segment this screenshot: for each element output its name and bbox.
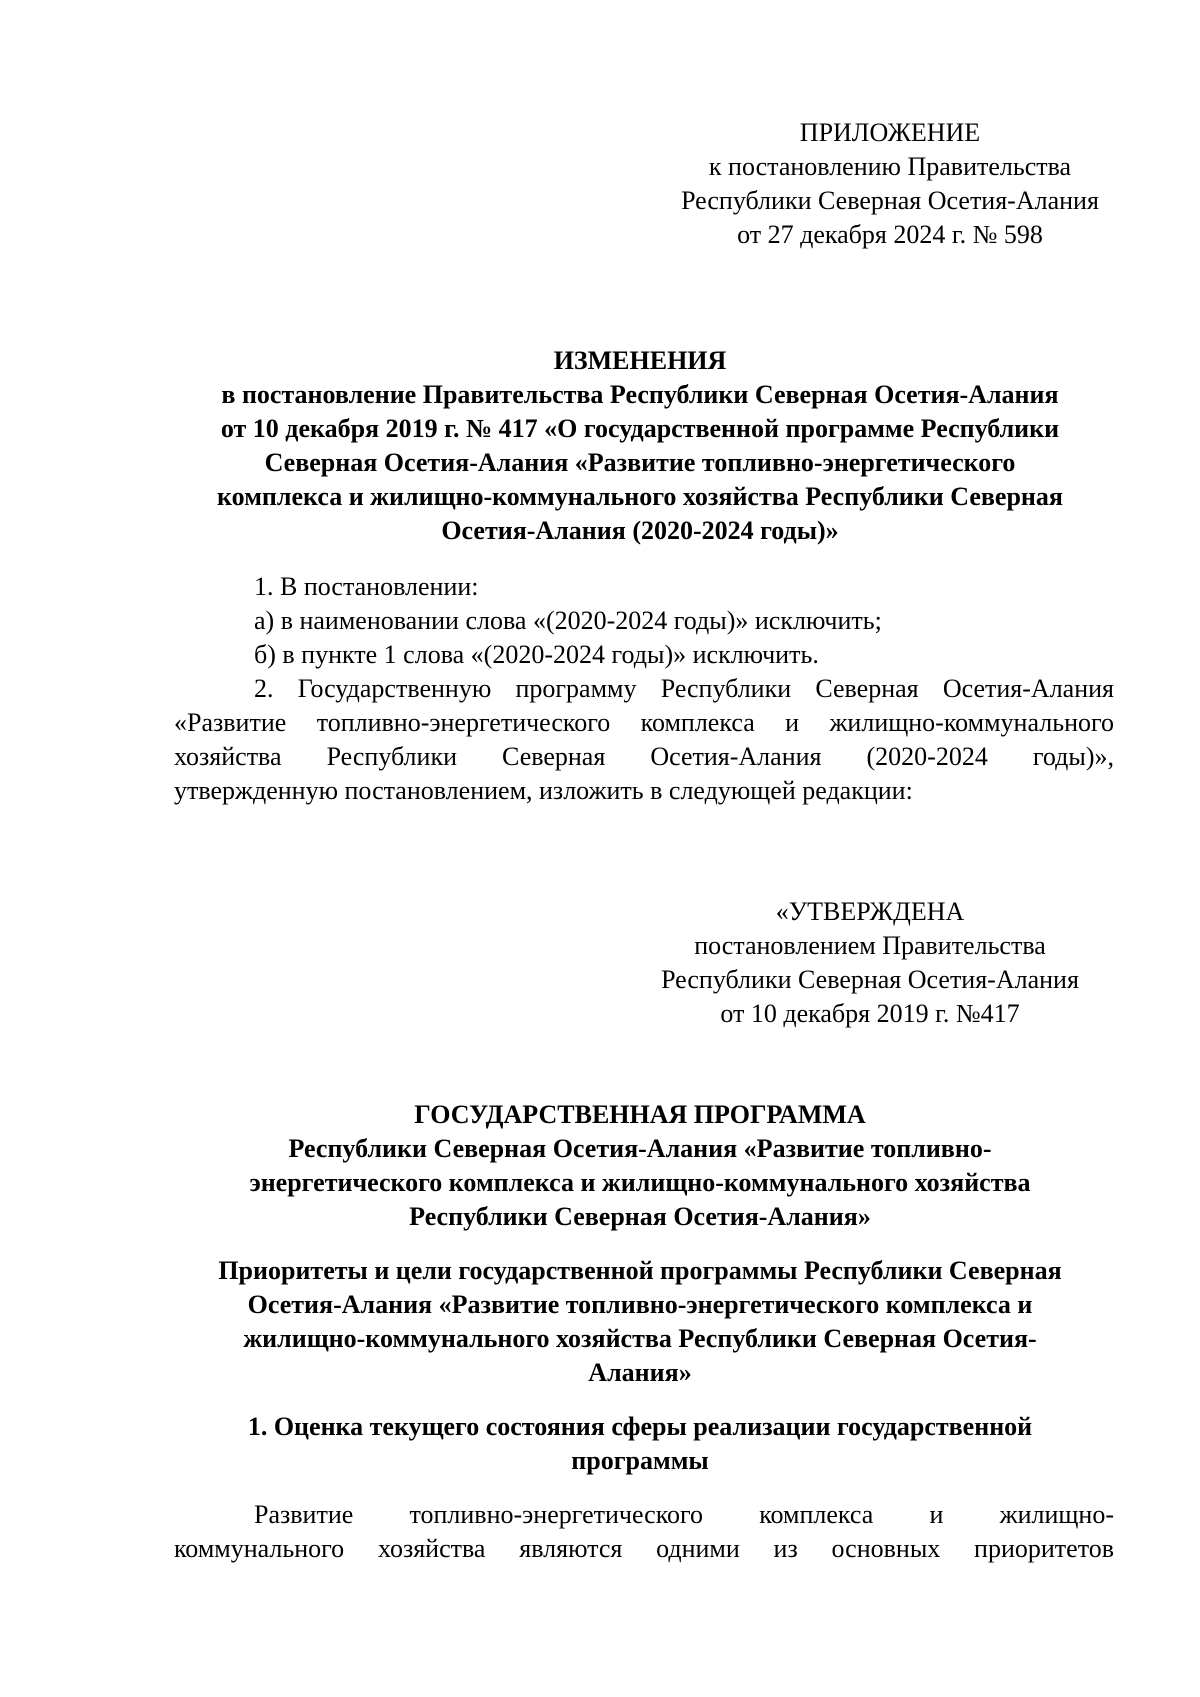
program-heading-line: Республики Северная Осетия-Алания» bbox=[409, 1202, 871, 1231]
changes-heading-line: в постановление Правительства Республики Северная Осетия-Алания bbox=[221, 380, 1059, 409]
appendix-line-3: Республики Северная Осетия-Алания bbox=[681, 186, 1099, 215]
program-heading-line: энергетического комплекса и жилищно-коммунального хозяйства bbox=[249, 1168, 1031, 1197]
approved-line-3: Республики Северная Осетия-Алания bbox=[661, 965, 1079, 994]
appendix-block bbox=[640, 116, 1140, 252]
priorities-heading-line: Осетия-Алания «Развитие топливно-энергетического комплекса и bbox=[247, 1290, 1033, 1319]
changes-heading-line: от 10 декабря 2019 г. № 417 «О государственной программе Республики bbox=[220, 414, 1060, 443]
program-heading-line: Республики Северная Осетия-Алания «Развитие топливно- bbox=[288, 1134, 992, 1163]
item-2-line: хозяйства Республики Северная Осетия-Алания (2020-2024 годы)», bbox=[174, 742, 1114, 771]
program-heading bbox=[170, 1098, 1110, 1234]
changes-title: ИЗМЕНЕНИЯ bbox=[553, 346, 727, 375]
section-1-heading-line: программы bbox=[571, 1446, 709, 1475]
amendment-items bbox=[174, 570, 1114, 808]
item-1: 1. В постановлении: bbox=[254, 572, 479, 601]
item-2-line: «Развитие топливно-энергетического комплекса и жилищно-коммунального bbox=[174, 708, 1114, 737]
item-2-line: 2. Государственную программу Республики Северная Осетия-Алания bbox=[254, 674, 1114, 703]
approved-title: «УТВЕРЖДЕНА bbox=[775, 897, 965, 926]
program-title: ГОСУДАРСТВЕННАЯ ПРОГРАММА bbox=[414, 1100, 866, 1129]
item-1b: б) в пункте 1 слова «(2020-2024 годы)» исключить. bbox=[254, 640, 819, 669]
section-1-heading bbox=[170, 1410, 1110, 1478]
approved-date: от 10 декабря 2019 г. №417 bbox=[720, 999, 1020, 1028]
approved-line-2: постановлением Правительства bbox=[694, 931, 1046, 960]
changes-heading-line: Северная Осетия-Алания «Развитие топливно-энергетического bbox=[264, 448, 1016, 477]
changes-heading bbox=[170, 344, 1110, 548]
priorities-heading bbox=[170, 1254, 1110, 1390]
appendix-title: ПРИЛОЖЕНИЕ bbox=[799, 118, 981, 147]
item-2-line: утвержденную постановлением, изложить в следующей редакции: bbox=[174, 776, 913, 805]
body-line: Развитие топливно-энергетического комплекса и жилищно- bbox=[254, 1500, 1114, 1529]
section-1-heading-line: 1. Оценка текущего состояния сферы реализации государственной bbox=[247, 1412, 1033, 1441]
priorities-heading-line: жилищно-коммунального хозяйства Республики Северная Осетия- bbox=[243, 1324, 1037, 1353]
priorities-heading-line: Приоритеты и цели государственной программы Республики Северная bbox=[218, 1256, 1062, 1285]
priorities-heading-line: Алания» bbox=[588, 1358, 692, 1387]
body-line: коммунального хозяйства являются одними из основных приоритетов bbox=[174, 1534, 1114, 1563]
changes-heading-line: Осетия-Алания (2020-2024 годы)» bbox=[441, 516, 839, 545]
body-paragraph bbox=[174, 1498, 1114, 1566]
item-1a: а) в наименовании слова «(2020-2024 годы)» исключить; bbox=[254, 606, 882, 635]
approved-block bbox=[620, 895, 1120, 1031]
appendix-line-2: к постановлению Правительства bbox=[708, 152, 1072, 181]
changes-heading-line: комплекса и жилищно-коммунального хозяйства Республики Северная bbox=[217, 482, 1063, 511]
appendix-date: от 27 декабря 2024 г. № 598 bbox=[737, 220, 1043, 249]
